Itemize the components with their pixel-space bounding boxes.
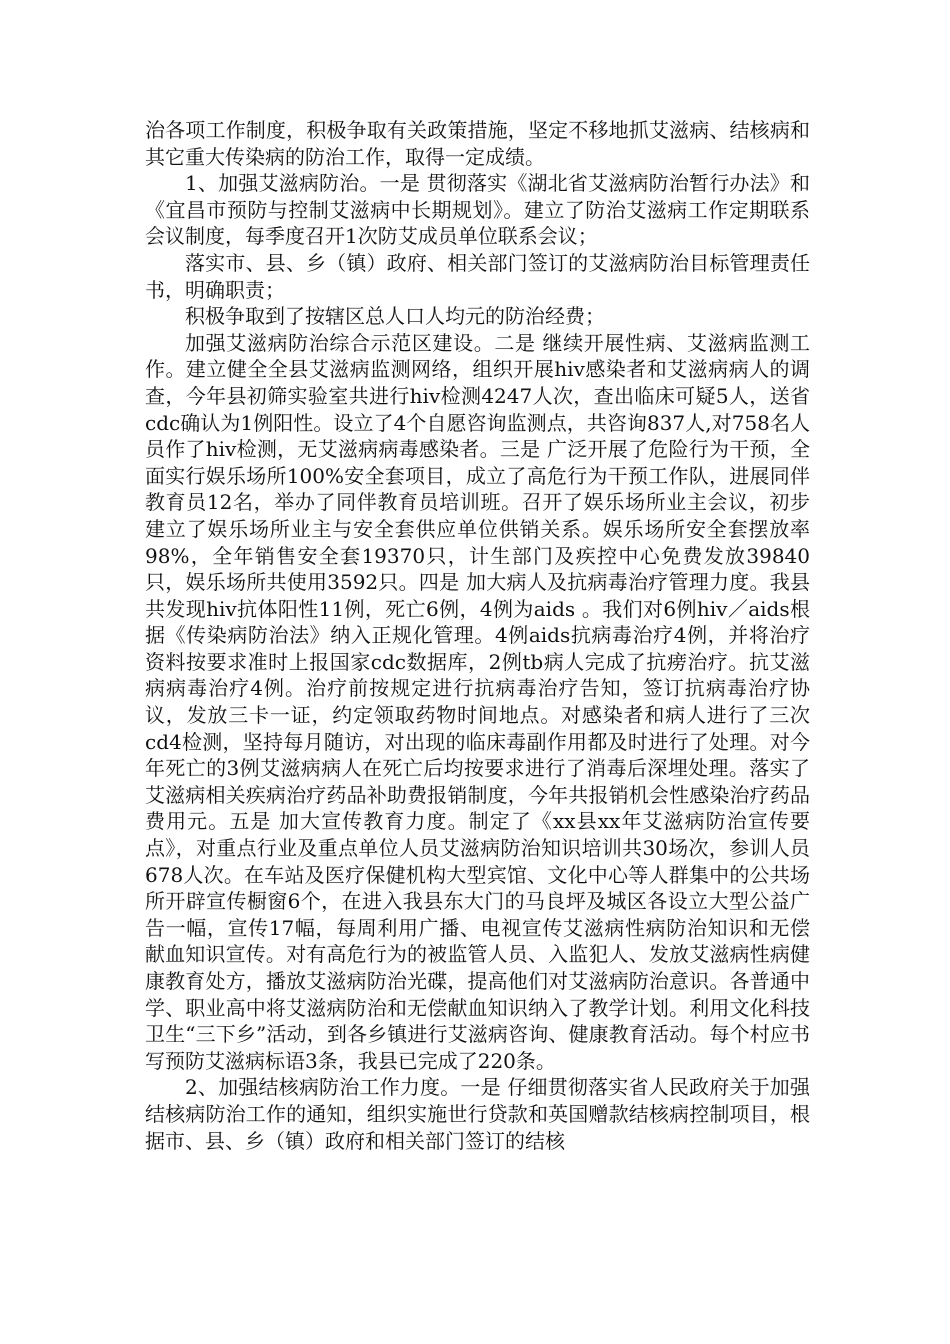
- paragraph-demonstration-zone: 加强艾滋病防治综合示范区建设。二是 继续开展性病、艾滋病监测工作。建立健全全县艾滋病监测网络，组织开展hiv感染者和艾滋病病人的调查，今年县初筛实验室共进行hiv检测4247人次，查出临床可疑5人，送省cdc确认为1例阳性。设立了4个自愿咨询监测点，共咨询837人,对758名人员作了hiv检测，无艾滋病病毒感染者。三是 广泛开展了危险行为干预，全面实行娱乐场所100%安全套项目，成立了高危行为干预工作队，进展同伴教育员12名，举办了同伴教育员培训班。召开了娱乐场所业主会议，初步建立了娱乐场所业主与安全套供应单位供销关系。娱乐场所安全套摆放率98%，全年销售安全套19370只，计生部门及疾控中心免费发放39840只，娱乐场所共使用3592只。四是 加大病人及抗病毒治疗管理力度。我县共发现hiv抗体阳性11例，死亡6例，4例为aids 。我们对6例hiv／aids根据《传染病防治法》纳入正规化管理。4例aids抗病毒治疗4例，并将治疗资料按要求准时上报国家cdc数据库，2例tb病人完成了抗痨治疗。抗艾滋病病毒治疗4例。治疗前按规定进行抗病毒治疗告知，签订抗病毒治疗协议，发放三卡一证，约定领取药物时间地点。对感染者和病人进行了三次cd4检测，坚持每月随访，对出现的临床毒副作用都及时进行了处理。对今年死亡的3例艾滋病病人在死亡后均按要求进行了消毒后深埋处理。落实了艾滋病相关疾病治疗药品补助费报销制度，今年共报销机会性感染治疗药品费用元。五是 加大宣传教育力度。制定了《xx县xx年艾滋病防治宣传要点》，对重点行业及重点单位人员艾滋病防治知识培训共30场次，参训人员678人次。在车站及医疗保健机构大型宾馆、文化中心等人群集中的公共场所开辟宣传橱窗6个，在进入我县东大门的马良坪及城区各设立大型公益广告一幅，宣传17幅，每周利用广播、电视宣传艾滋病性病防治知识和无偿献血知识宣传。对有高危行为的被监管人员、入监犯人、发放艾滋病性病健康教育处方，播放艾滋病防治光碟，提高他们对艾滋病防治意识。各普通中学、职业高中将艾滋病防治和无偿献血知识纳入了教学计划。利用文化科技卫生“三下乡”活动，到各乡镇进行艾滋病咨询、健康教育活动。每个村应书写预防艾滋病标语3条，我县已完成了220条。: [145, 330, 810, 1073]
- paragraph-tuberculosis: 2、加强结核病防治工作力度。一是 仔细贯彻落实省人民政府关于加强结核病防治工作的通知，组织实施世行贷款和英国赠款结核病控制项目，根据市、县、乡（镇）政府和相关部门签订的结核: [145, 1075, 810, 1153]
- paragraph-funding: 积极争取到了按辖区总人口人均元的防治经费；: [185, 304, 605, 329]
- paragraph-aids-prevention: 1、加强艾滋病防治。一是 贯彻落实《湖北省艾滋病防治暂行办法》和《宜昌市预防与控制艾滋病中长期规划》。建立了防治艾滋病工作定期联系会议制度，每季度召开1次防艾成员单位联系会议；: [145, 171, 810, 249]
- paragraph-responsibility: 落实市、县、乡（镇）政府、相关部门签订的艾滋病防治目标管理责任书，明确职责；: [145, 250, 810, 302]
- paragraph-continuation: 治各项工作制度，积极争取有关政策措施，坚定不移地抓艾滋病、结核病和其它重大传染病的防治工作，取得一定成绩。: [145, 118, 810, 169]
- document-body: [145, 117, 810, 1154]
